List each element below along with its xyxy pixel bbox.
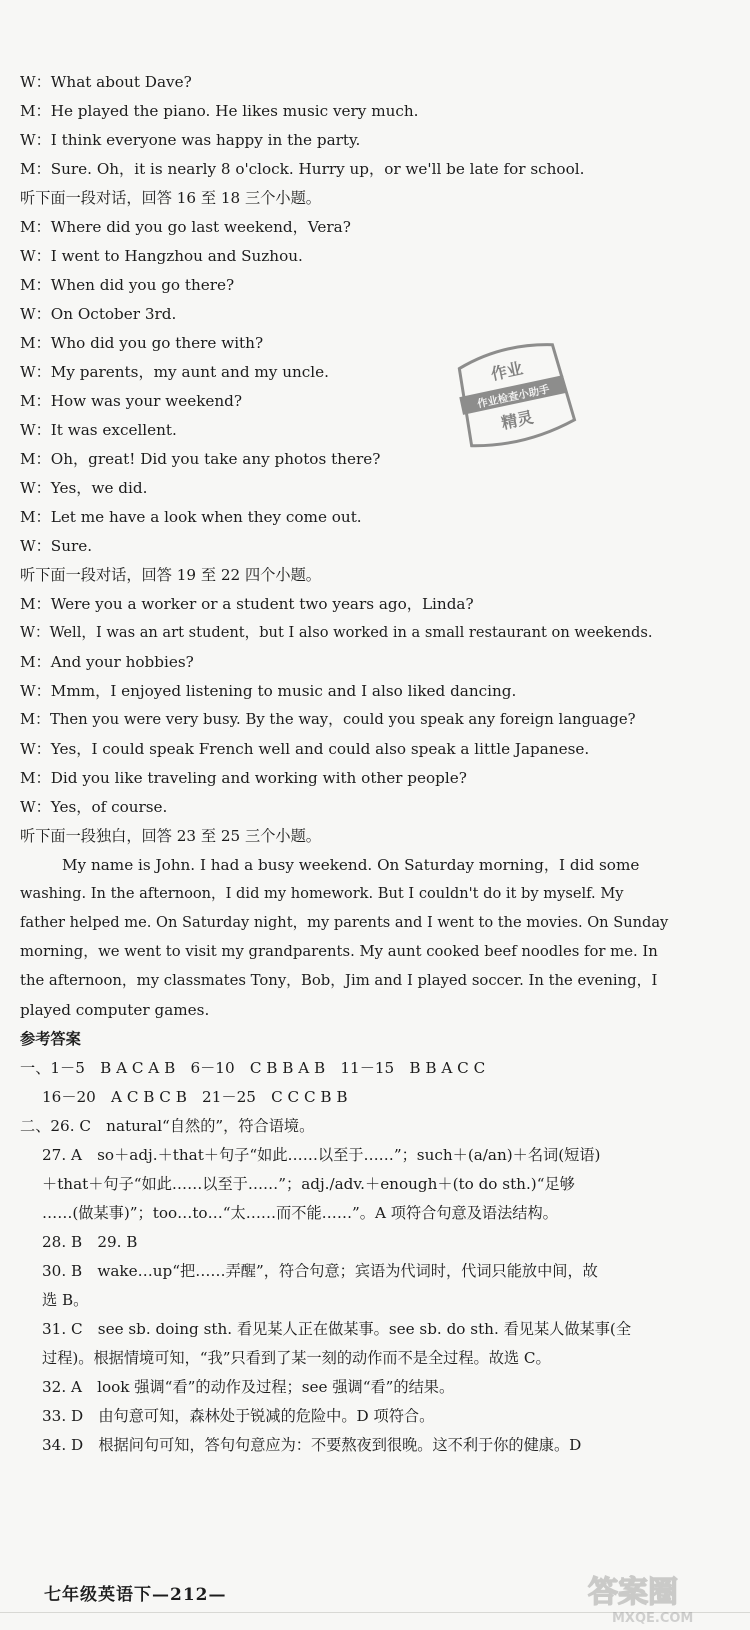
dialogue-line: W：I went to Hangzhou and Suzhou. [20,247,303,265]
answer-line: 16－20 A C B C B 21－25 C C C B B [42,1088,348,1106]
dialogue-line: M：How was your weekend? [20,392,243,410]
answer-line: ＋that＋句子“如此……以至于……”；adj./adv.＋enough＋(to do sth.)“足够 [42,1175,575,1193]
monologue-line: the afternoon，my classmates Tony，Bob，Jim and I played soccer. In the evening，I [20,972,658,989]
section-instruction: 听下面一段对话，回答 16 至 18 三个小题。 [20,189,321,207]
dialogue-line: M：He played the piano. He likes music very much. [20,102,419,120]
dialogue-line: M：Who did you go there with? [20,334,264,352]
site-watermark [582,1566,742,1626]
monologue-line: played computer games. [20,1001,210,1019]
dialogue-line: M：Let me have a look when they come out. [20,508,362,526]
section-instruction: 听下面一段独白，回答 23 至 25 三个小题。 [20,827,321,845]
dialogue-line: M：Then you were very busy. By the way，could you speak any foreign language? [20,711,636,728]
dialogue-line: W：Well，I was an art student，but I also worked in a small restaurant on weekends. [20,624,653,641]
dialogue-line: W：My parents，my aunt and my uncle. [20,363,329,381]
answer-line: 30. B wake…up“把……弄醒”，符合句意；宾语为代词时，代词只能放中间，故 [42,1262,598,1280]
dialogue-line: W：What about Dave? [20,73,192,91]
dialogue-line: M：Oh，great! Did you take any photos there? [20,450,381,468]
dialogue-line: W：Mmm，I enjoyed listening to music and I also liked dancing. [20,682,517,700]
dialogue-line: W：Yes，we did. [20,479,148,497]
dialogue-line: W：Yes，of course. [20,798,168,816]
stamp-line1: 作业 [489,358,525,384]
stamp-line2: 作业检查小助手 [476,383,551,411]
homework-stamp [442,329,584,462]
dialogue-line: W：On October 3rd. [20,305,177,323]
monologue-line: morning，we went to visit my grandparents. My aunt cooked beef noodles for me. In [20,943,658,960]
answer-line: 31. C see sb. doing sth. 看见某人正在做某事。see sb. do sth. 看见某人做某事(全 [42,1320,632,1338]
dialogue-line: M：Were you a worker or a student two years ago，Linda? [20,595,474,613]
dialogue-line: M：Where did you go last weekend，Vera? [20,218,351,236]
watermark-logo: 答案圈 [588,1575,678,1610]
dialogue-line: W：I think everyone was happy in the party. [20,131,361,149]
answer-line: 二、26. C natural“自然的”，符合语境。 [20,1117,315,1135]
monologue-line: father helped me. On Saturday night，my parents and I went to the movies. On Sunday [20,914,669,931]
dialogue-line: M：When did you go there? [20,276,235,294]
answer-line: 33. D 由句意可知，森林处于锐减的危险中。D 项符合。 [42,1407,435,1425]
dialogue-line: M：And your hobbies? [20,653,194,671]
monologue-line: washing. In the afternoon，I did my homework. But I couldn't do it by myself. My [20,885,624,902]
answer-line: 34. D 根据问句可知，答句句意应为：不要熬夜到很晚。这不利于你的健康。D [42,1436,582,1454]
dialogue-line: W：Yes，I could speak French well and could also speak a little Japanese. [20,740,590,758]
answer-line: ……(做某事)”；too…to…“太……而不能……”。A 项符合句意及语法结构。 [42,1204,558,1222]
dialogue-line: W：Sure. [20,537,93,555]
stamp-line3: 精灵 [499,407,535,433]
section-instruction: 听下面一段对话，回答 19 至 22 四个小题。 [20,566,321,584]
answer-line: 28. B 29. B [42,1233,138,1251]
answer-line: 选 B。 [42,1291,89,1309]
page-footer: 七年级英语下—212— [44,1585,227,1605]
monologue-line: My name is John. I had a busy weekend. On Saturday morning，I did some [62,856,640,874]
answer-line: 27. A so＋adj.＋that＋句子“如此……以至于……”；such＋(a/an)＋名词(短语) [42,1146,601,1164]
watermark-url: MXQE.COM [612,1611,694,1626]
dialogue-line: M：Sure. Oh，it is nearly 8 o'clock. Hurry up，or we'll be late for school. [20,160,585,178]
answer-line: 过程)。根据情境可知，“我”只看到了某一刻的动作而不是全过程。故选 C。 [42,1349,551,1367]
answers-heading: 参考答案 [20,1030,81,1048]
dialogue-line: M：Did you like traveling and working with other people? [20,769,467,787]
answer-line: 一、1－5 B A C A B 6－10 C B B A B 11－15 B B A C C [20,1059,486,1077]
dialogue-line: W：It was excellent. [20,421,177,439]
answer-line: 32. A look 强调“看”的动作及过程；see 强调“看”的结果。 [42,1378,455,1396]
